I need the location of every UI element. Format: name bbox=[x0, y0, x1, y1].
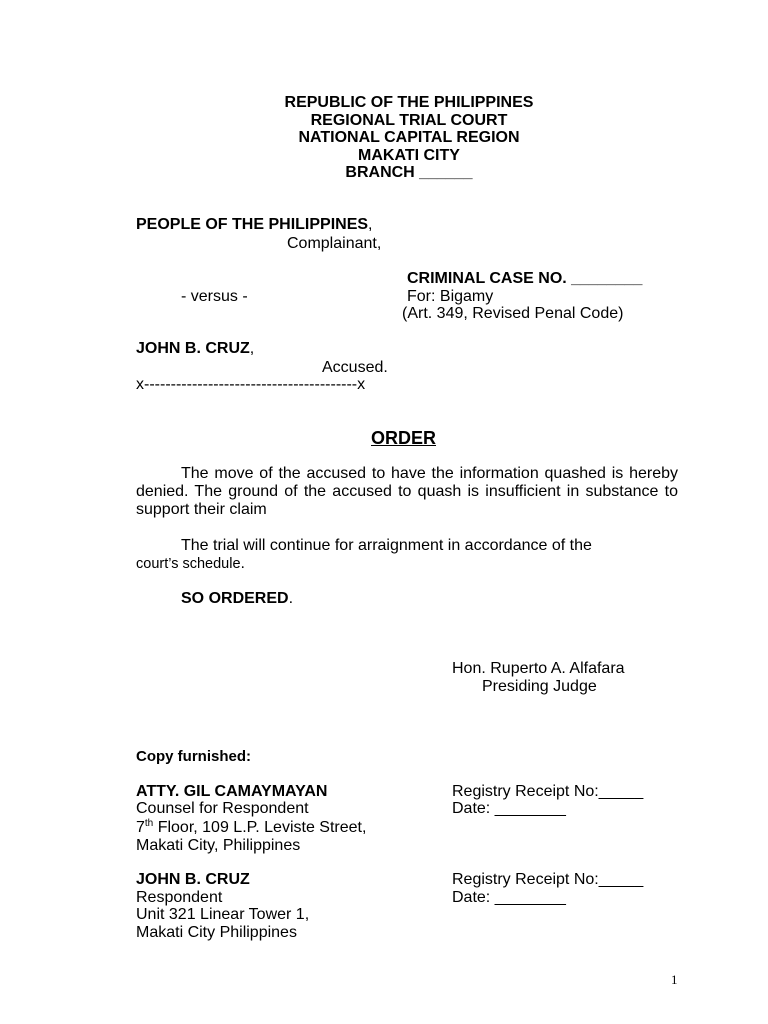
plaintiff-comma: , bbox=[368, 216, 373, 233]
address-floor-number: 7 bbox=[136, 819, 145, 836]
page-number: 1 bbox=[671, 972, 678, 987]
so-ordered-period: . bbox=[288, 590, 294, 607]
recipient-1-receipt: Registry Receipt No:_____ bbox=[452, 783, 644, 800]
paragraph-2-schedule: court’s schedule bbox=[136, 556, 241, 572]
defendant-line bbox=[136, 340, 254, 358]
recipient-1-date: Date: ________ bbox=[452, 800, 566, 817]
so-ordered: SO ORDERED bbox=[181, 590, 289, 607]
paragraph-2-period: . bbox=[240, 555, 245, 572]
order-paragraph-2 bbox=[136, 537, 678, 573]
copy-furnished-label: Copy furnished: bbox=[136, 748, 251, 765]
recipient-2-date: Date: ________ bbox=[452, 889, 566, 906]
recipient-1-address bbox=[136, 819, 366, 837]
recipient-1-name: ATTY. GIL CAMAYMAYAN bbox=[136, 783, 328, 800]
defendant-role: Accused. bbox=[322, 359, 388, 376]
defendant-comma: , bbox=[249, 340, 255, 357]
plaintiff-line bbox=[136, 216, 373, 234]
caption-separator: x----------------------------------------x bbox=[136, 376, 366, 393]
recipient-2-name: JOHN B. CRUZ bbox=[136, 871, 250, 888]
recipient-1-city: Makati City, Philippines bbox=[136, 837, 301, 854]
header-region: NATIONAL CAPITAL REGION bbox=[298, 129, 520, 146]
penal-article: (Art. 349, Revised Penal Code) bbox=[402, 305, 624, 322]
offense-text: For: Bigamy bbox=[407, 288, 494, 305]
address-street: Floor, 109 L.P. Leviste Street, bbox=[153, 819, 367, 836]
header-court: REGIONAL TRIAL COURT bbox=[310, 111, 508, 129]
header-republic: REPUBLIC OF THE PHILIPPINES bbox=[284, 94, 534, 111]
order-paragraph-1 bbox=[136, 465, 678, 519]
so-ordered-line bbox=[181, 590, 293, 608]
recipient-2-address: Unit 321 Linear Tower 1, bbox=[136, 906, 310, 923]
case-number: CRIMINAL CASE NO. ________ bbox=[407, 270, 643, 287]
document-title: ORDER bbox=[371, 428, 437, 448]
address-floor-suffix: th bbox=[144, 818, 154, 829]
judge-name: Hon. Ruperto A. Alfafara bbox=[452, 660, 625, 677]
defendant-name: JOHN B. CRUZ bbox=[136, 340, 250, 357]
paragraph-1-text: The move of the accused to have the information quashed is hereby denied. The ground of the accused to quash is insufficient in substance to support their claim bbox=[136, 465, 678, 518]
paragraph-2-text: The trial will continue for arraignment in accordance of the bbox=[181, 537, 592, 554]
court-header bbox=[0, 94, 768, 182]
header-city: MAKATI CITY bbox=[358, 146, 460, 164]
versus-text: - versus - bbox=[181, 288, 248, 305]
recipient-2-city: Makati City Philippines bbox=[136, 924, 297, 941]
judge-position: Presiding Judge bbox=[482, 678, 597, 695]
plaintiff-name: PEOPLE OF THE PHILIPPINES bbox=[136, 216, 369, 233]
paragraph-2-end bbox=[136, 555, 678, 573]
header-branch: BRANCH ______ bbox=[345, 164, 473, 181]
plaintiff-role: Complainant, bbox=[287, 235, 382, 252]
recipient-2-role: Respondent bbox=[136, 889, 223, 906]
recipient-1-role: Counsel for Respondent bbox=[136, 800, 309, 817]
recipient-2-receipt: Registry Receipt No:_____ bbox=[452, 871, 644, 888]
